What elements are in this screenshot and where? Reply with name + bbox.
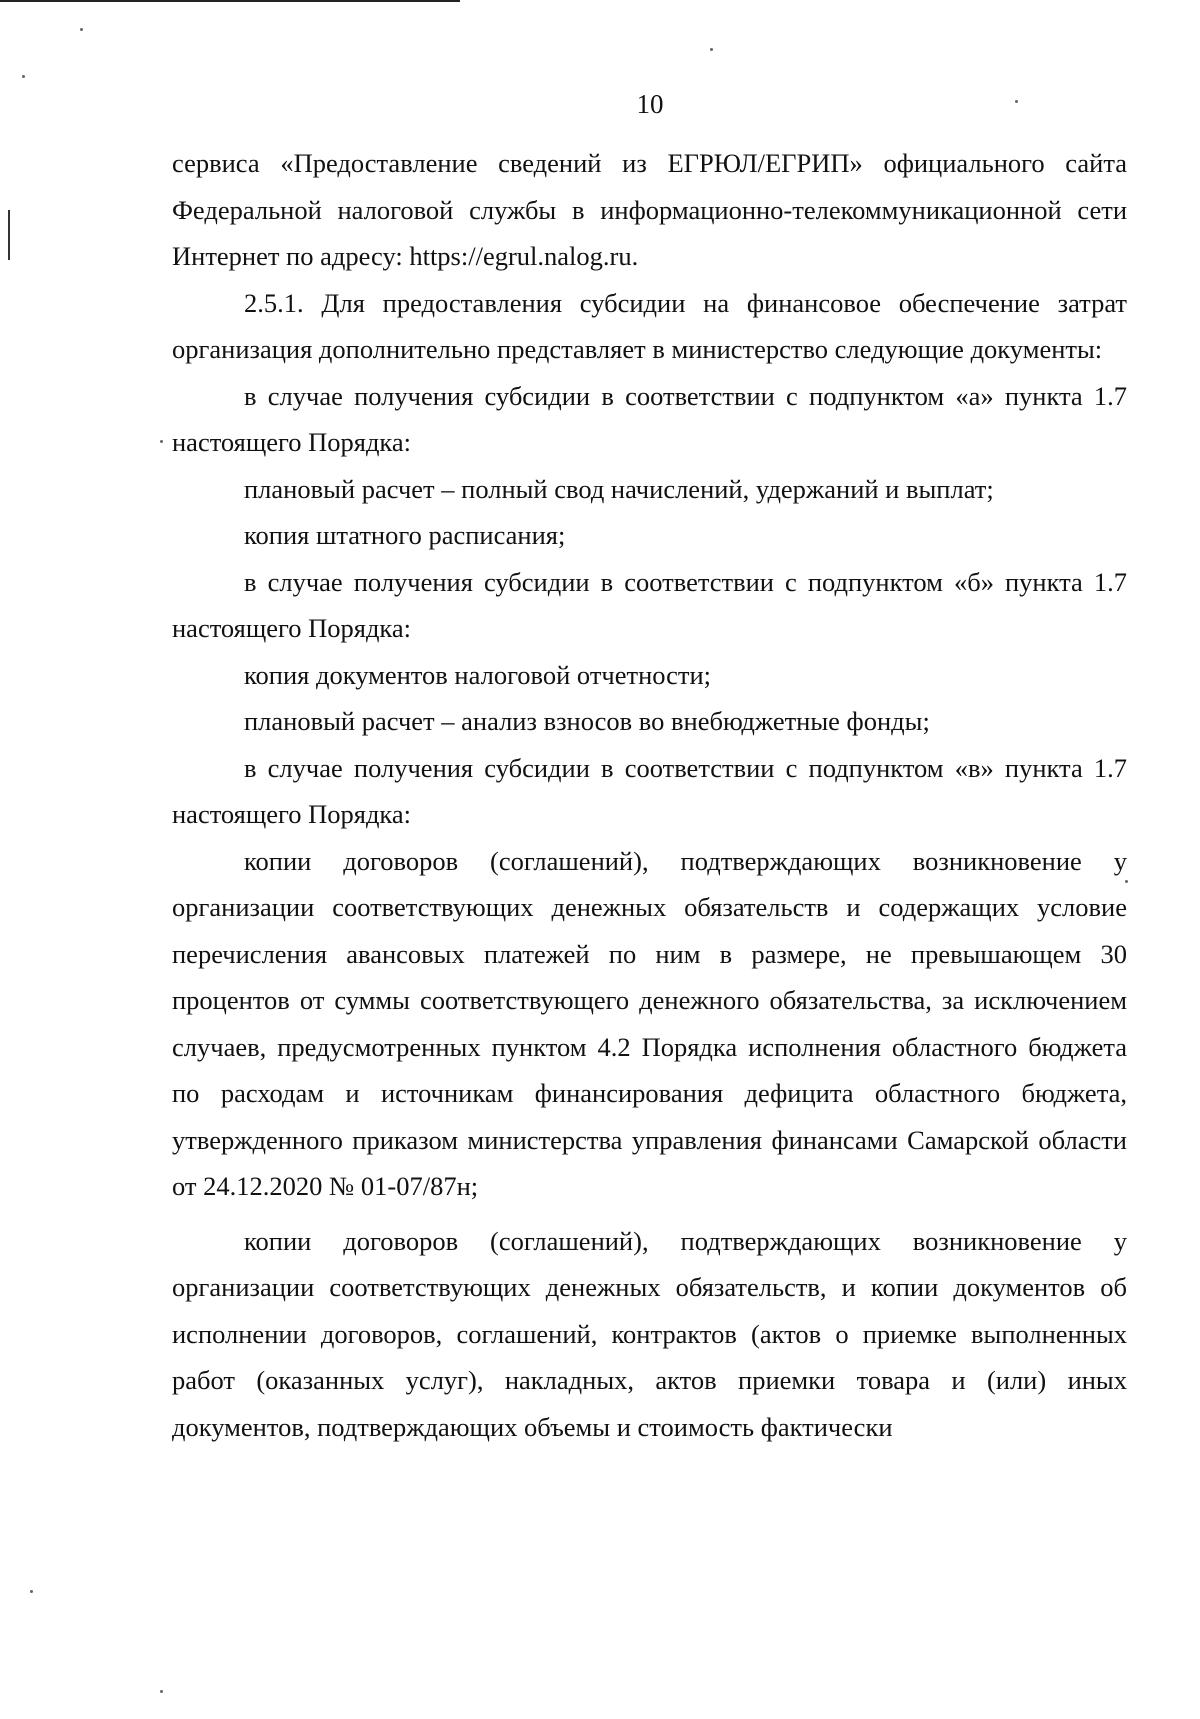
scan-speck — [22, 75, 25, 78]
page-number: 10 — [636, 89, 664, 119]
paragraph: копии договоров (соглашений), подтверждающих возникновение у организации соответствующих денежных обязательств и содержащих условие перечисления авансовых платежей по ним в размере, не превышающем 30 процентов от суммы соответствующего денежного обязательства, за исключением случаев, предусмотренных пунктом 4.2 Порядка исполнения областного бюджета по расходам и источникам финансирования дефицита областного бюджета, утвержденного приказом министерства управления финансами Самарской области от 24.12.2020 № 01-07/87н; — [172, 845, 1127, 1201]
paragraph: в случае получения субсидии в соответствии с подпунктом «а» пункта 1.7 настоящего Порядка: — [172, 380, 1127, 457]
paragraph: 2.5.1. Для предоставления субсидии на финансовое обеспечение затрат организация дополнительно представляет в министерство следующие документы: — [172, 287, 1127, 364]
scan-edge-mark — [8, 210, 10, 260]
scan-edge-line — [0, 0, 460, 2]
paragraph: копия документов налоговой отчетности; — [244, 659, 712, 690]
scan-speck — [80, 28, 83, 31]
scan-speck — [710, 48, 713, 51]
paragraph: плановый расчет – полный свод начислений, удержаний и выплат; — [244, 473, 994, 504]
paragraph: в случае получения субсидии в соответствии с подпунктом «б» пункта 1.7 настоящего Порядка: — [172, 566, 1127, 643]
paragraph: в случае получения субсидии в соответствии с подпунктом «в» пункта 1.7 настоящего Порядка: — [172, 752, 1127, 829]
document-body — [172, 140, 1127, 1450]
paragraph: сервиса «Предоставление сведений из ЕГРЮЛ/ЕГРИП» официального сайта Федеральной налоговой службы в информационно-телекоммуникационной сети Интернет по адресу: https://egrul.nalog.ru. — [172, 148, 1127, 271]
paragraph: плановый расчет – анализ взносов во внебюджетные фонды; — [244, 706, 930, 736]
scan-speck — [30, 1590, 33, 1593]
scan-speck — [160, 440, 163, 443]
paragraph: копия штатного расписания; — [244, 520, 566, 550]
paragraph: копии договоров (соглашений), подтверждающих возникновение у организации соответствующих денежных обязательств, и копии документов об исполнении договоров, соглашений, контрактов (актов о приемке выполненных работ (оказанных услуг), накладных, актов приемки товара и (или) иных документов, подтверждающих объемы и стоимость фактически — [172, 1225, 1127, 1442]
scan-speck — [160, 1690, 163, 1693]
